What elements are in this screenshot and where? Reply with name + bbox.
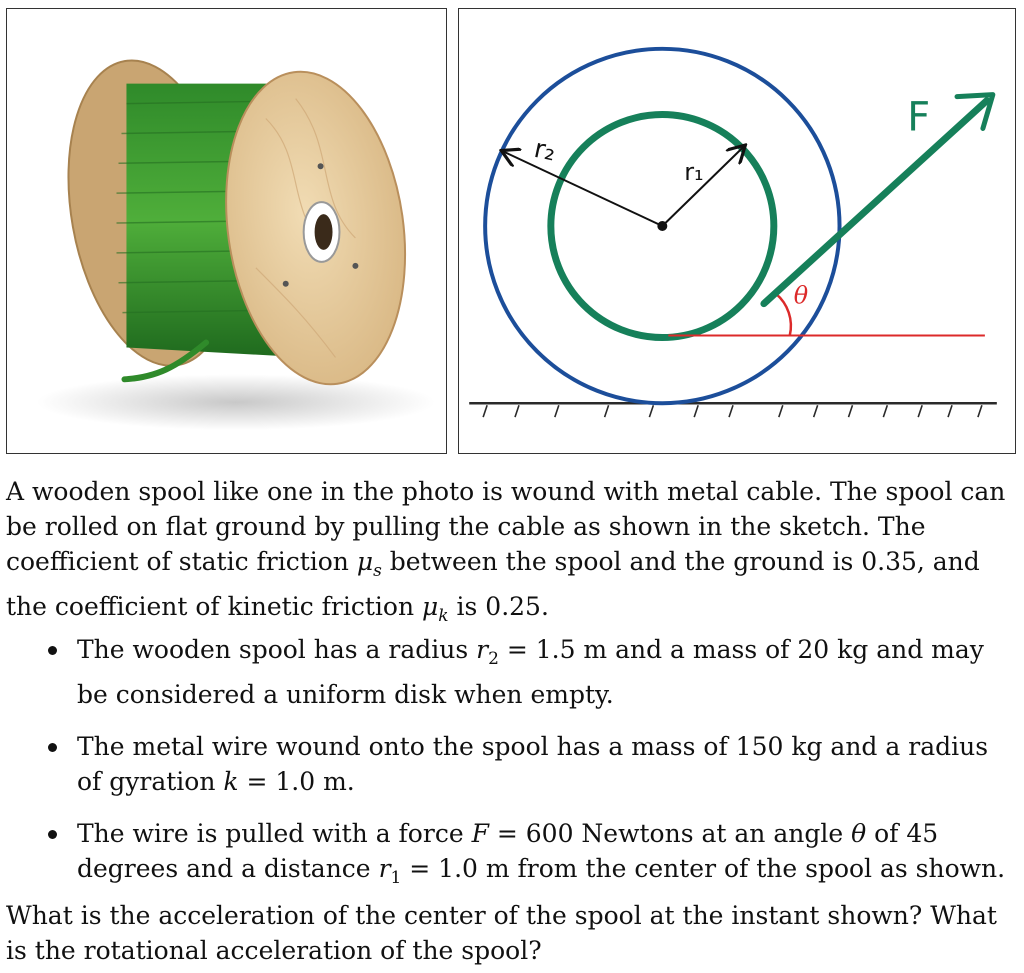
mu-s-symbol: μ bbox=[356, 547, 374, 576]
mu-k-symbol: μ bbox=[422, 592, 439, 621]
bullet1-sub: 2 bbox=[488, 649, 499, 669]
bullet2-text-a: The metal wire wound onto the spool has a mass of 150 kg and a radius of gyration bbox=[77, 732, 989, 796]
hub-hole bbox=[315, 214, 333, 250]
bullet2-var: k bbox=[223, 767, 239, 796]
list-item bbox=[0, 816, 1020, 896]
problem-question: What is the acceleration of the center of the spool at the instant shown? What is the rotational acceleration of the spool? bbox=[6, 901, 997, 965]
given-list bbox=[0, 632, 1020, 913]
bullet3-sub: 1 bbox=[390, 868, 402, 888]
spool-sketch-diagram bbox=[459, 9, 1015, 453]
bullet1-text-b: = 1.5 m and a mass of 20 kg and may be considered a uniform disk when empty. bbox=[77, 635, 984, 709]
bullet3-text-d: = 1.0 m from the center of the spool as shown. bbox=[401, 854, 1006, 883]
bullet3-var-theta: θ bbox=[851, 819, 867, 848]
angle-label: θ bbox=[793, 281, 809, 310]
ground-shadow bbox=[37, 374, 435, 430]
intro-text-1: A wooden spool like one in the photo is wound with metal cable. The spool can be rolled on flat ground by pulling the cable as shown in the sketch. The coefficient of static friction bbox=[6, 477, 1006, 576]
bullet2-text-b: = 1.0 m. bbox=[238, 767, 355, 796]
bullet1-text-a: The wooden spool has a radius bbox=[77, 635, 477, 664]
bullet3-var-f: F bbox=[471, 819, 489, 848]
bullet1-var: r bbox=[476, 635, 489, 664]
force-arrow bbox=[764, 101, 987, 304]
spool-photo-image bbox=[7, 9, 446, 453]
bolt bbox=[352, 263, 358, 269]
bullet3-text-c: of 45 degrees and a distance bbox=[77, 819, 939, 883]
bullet3-text-b: = 600 Newtons at an angle bbox=[488, 819, 852, 848]
ground-hatching bbox=[483, 405, 982, 417]
spool-sketch bbox=[458, 8, 1016, 454]
bolt bbox=[318, 163, 324, 169]
mu-k-subscript: k bbox=[438, 606, 449, 626]
center-point bbox=[657, 221, 667, 231]
r1-label: r₁ bbox=[684, 158, 704, 187]
problem-intro bbox=[6, 474, 1020, 634]
bolt bbox=[283, 281, 289, 287]
force-label: F bbox=[907, 94, 931, 141]
bullet3-var-r: r bbox=[378, 854, 391, 883]
angle-arc bbox=[776, 294, 791, 336]
r2-arrow bbox=[503, 151, 662, 226]
intro-text-3: is 0.25. bbox=[448, 592, 549, 621]
r2-label: r₂ bbox=[531, 133, 559, 168]
list-item bbox=[0, 632, 1020, 712]
mu-s-subscript: s bbox=[373, 561, 382, 581]
spool-photo bbox=[6, 8, 447, 454]
list-item bbox=[0, 729, 1020, 799]
intro-text-2: between the spool and the ground is 0.35, and the coefficient of kinetic friction bbox=[6, 547, 980, 621]
bullet3-text-a: The wire is pulled with a force bbox=[77, 819, 472, 848]
